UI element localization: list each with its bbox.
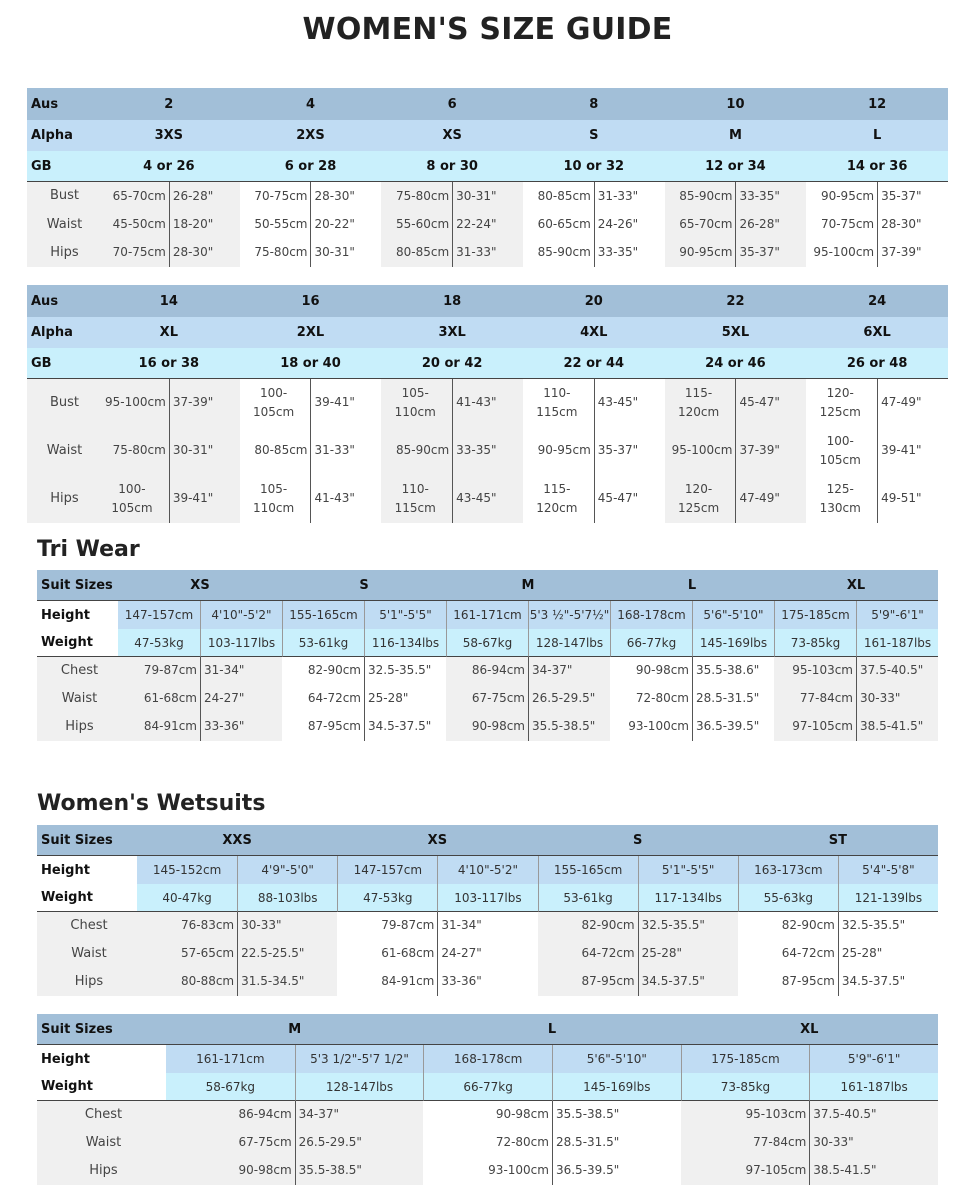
- height-value: 175-185cm: [681, 1045, 810, 1073]
- hips-value: 84-91cm: [118, 713, 200, 741]
- chest-label: Chest: [37, 1101, 166, 1129]
- waist-value: 77-84cm: [774, 685, 856, 713]
- alpha-size-3XS: 3XS: [98, 120, 240, 151]
- suit-sizes-label: Suit Sizes: [37, 1014, 166, 1045]
- hips-value: 75-80cm: [240, 239, 311, 267]
- weight-value: 47-53kg: [118, 629, 200, 657]
- bust-value: 120-125cm: [806, 379, 877, 427]
- hips-value: 90-98cm: [166, 1157, 295, 1185]
- gb-size: 16 or 38: [98, 348, 240, 379]
- suit-size-S: S: [538, 825, 738, 856]
- aus-size-4: 4: [240, 88, 382, 120]
- waist-value: 22-24": [452, 211, 523, 239]
- height-value: 175-185cm: [774, 601, 856, 629]
- alpha-size-S: S: [523, 120, 665, 151]
- hips-value: 97-105cm: [681, 1157, 810, 1185]
- chest-value: 30-33": [237, 912, 337, 940]
- chest-value: 86-94cm: [166, 1101, 295, 1129]
- waist-value: 31-33": [310, 427, 381, 475]
- weight-value: 88-103lbs: [237, 884, 337, 912]
- waist-value: 64-72cm: [538, 940, 638, 968]
- waist-value: 24-27": [437, 940, 537, 968]
- suit-size-S: S: [282, 570, 446, 601]
- chest-value: 34-37": [528, 657, 610, 685]
- alpha-size-XS: XS: [381, 120, 523, 151]
- bust-value: 110-115cm: [523, 379, 594, 427]
- chest-value: 35.5-38.5": [552, 1101, 681, 1129]
- waist-value: 28.5-31.5": [692, 685, 774, 713]
- aus-size-24: 24: [806, 285, 948, 317]
- chest-value: 82-90cm: [282, 657, 364, 685]
- waist-value: 37-39": [735, 427, 806, 475]
- bust-value: 39-41": [310, 379, 381, 427]
- waist-value: 45-50cm: [98, 211, 169, 239]
- weight-value: 40-47kg: [137, 884, 237, 912]
- gb-label: GB: [27, 348, 98, 379]
- suit-size-L: L: [423, 1014, 680, 1045]
- bust-value: 28-30": [310, 182, 381, 211]
- hips-value: 34.5-37.5": [838, 968, 938, 996]
- bust-value: 90-95cm: [806, 182, 877, 211]
- waist-value: 55-60cm: [381, 211, 452, 239]
- suit-size-XXS: XXS: [137, 825, 337, 856]
- waist-value: 50-55cm: [240, 211, 311, 239]
- height-value: 5'3 1/2"-5'7 1/2": [295, 1045, 424, 1073]
- gb-size: 18 or 40: [240, 348, 382, 379]
- chest-value: 34-37": [295, 1101, 424, 1129]
- chest-value: 82-90cm: [538, 912, 638, 940]
- hips-value: 35.5-38.5": [295, 1157, 424, 1185]
- waist-value: 72-80cm: [610, 685, 692, 713]
- suit-sizes-label: Suit Sizes: [37, 825, 137, 856]
- hips-value: 87-95cm: [738, 968, 838, 996]
- suit-size-XS: XS: [118, 570, 282, 601]
- chest-value: 32.5-35.5": [838, 912, 938, 940]
- hips-value: 33-36": [200, 713, 282, 741]
- hips-value: 80-85cm: [381, 239, 452, 267]
- waist-value: 67-75cm: [446, 685, 528, 713]
- chest-value: 37.5-40.5": [809, 1101, 938, 1129]
- bust-value: 33-35": [735, 182, 806, 211]
- aus-size-20: 20: [523, 285, 665, 317]
- chest-value: 79-87cm: [337, 912, 437, 940]
- chest-value: 95-103cm: [774, 657, 856, 685]
- hips-value: 93-100cm: [610, 713, 692, 741]
- aus-size-8: 8: [523, 88, 665, 120]
- bust-value: 47-49": [877, 379, 948, 427]
- waist-value: 61-68cm: [337, 940, 437, 968]
- hips-value: 43-45": [452, 475, 523, 523]
- alpha-size-M: M: [665, 120, 807, 151]
- waist-value: 26-28": [735, 211, 806, 239]
- weight-value: 103-117lbs: [437, 884, 537, 912]
- gb-size: 6 or 28: [240, 151, 382, 182]
- weight-value: 117-134lbs: [638, 884, 738, 912]
- tri-wear-title: Tri Wear: [37, 537, 140, 562]
- height-value: 4'10"-5'2": [437, 856, 537, 884]
- gb-size: 14 or 36: [806, 151, 948, 182]
- aus-size-10: 10: [665, 88, 807, 120]
- hips-value: 35.5-38.5": [528, 713, 610, 741]
- waist-value: 20-22": [310, 211, 381, 239]
- hips-label: Hips: [27, 475, 98, 523]
- chest-value: 82-90cm: [738, 912, 838, 940]
- suit-size-M: M: [446, 570, 610, 601]
- alpha-size-5XL: 5XL: [665, 317, 807, 348]
- hips-value: 84-91cm: [337, 968, 437, 996]
- suit-size-XL: XL: [681, 1014, 938, 1045]
- wetsuits-table-m-xl: [37, 1014, 938, 1185]
- alpha-size-L: L: [806, 120, 948, 151]
- hips-label: Hips: [27, 239, 98, 267]
- height-value: 4'9"-5'0": [237, 856, 337, 884]
- chest-value: 31-34": [200, 657, 282, 685]
- hips-value: 41-43": [310, 475, 381, 523]
- hips-value: 80-88cm: [137, 968, 237, 996]
- alpha-size-3XL: 3XL: [381, 317, 523, 348]
- hips-value: 49-51": [877, 475, 948, 523]
- waist-label: Waist: [37, 940, 137, 968]
- weight-value: 58-67kg: [166, 1073, 295, 1101]
- hips-label: Hips: [37, 713, 118, 741]
- weight-value: 145-169lbs: [552, 1073, 681, 1101]
- height-value: 168-178cm: [423, 1045, 552, 1073]
- waist-value: 75-80cm: [98, 427, 169, 475]
- size-table-aus-2-12: [27, 88, 948, 267]
- hips-label: Hips: [37, 968, 137, 996]
- weight-value: 53-61kg: [282, 629, 364, 657]
- hips-value: 45-47": [594, 475, 665, 523]
- hips-value: 35-37": [735, 239, 806, 267]
- hips-value: 33-35": [594, 239, 665, 267]
- hips-value: 34.5-37.5": [638, 968, 738, 996]
- suit-size-L: L: [610, 570, 774, 601]
- bust-value: 95-100cm: [98, 379, 169, 427]
- gb-size: 20 or 42: [381, 348, 523, 379]
- wetsuits-table-xxs-st: [37, 825, 938, 996]
- bust-value: 43-45": [594, 379, 665, 427]
- bust-value: 75-80cm: [381, 182, 452, 211]
- waist-value: 30-33": [809, 1129, 938, 1157]
- hips-value: 95-100cm: [806, 239, 877, 267]
- suit-size-XS: XS: [337, 825, 537, 856]
- chest-value: 90-98cm: [423, 1101, 552, 1129]
- waist-value: 25-28": [838, 940, 938, 968]
- hips-value: 97-105cm: [774, 713, 856, 741]
- weight-value: 73-85kg: [681, 1073, 810, 1101]
- height-value: 163-173cm: [738, 856, 838, 884]
- bust-value: 31-33": [594, 182, 665, 211]
- bust-value: 35-37": [877, 182, 948, 211]
- height-value: 5'6"-5'10": [692, 601, 774, 629]
- gb-label: GB: [27, 151, 98, 182]
- hips-value: 33-36": [437, 968, 537, 996]
- bust-value: 30-31": [452, 182, 523, 211]
- chest-value: 79-87cm: [118, 657, 200, 685]
- hips-value: 110-115cm: [381, 475, 452, 523]
- height-value: 155-165cm: [538, 856, 638, 884]
- height-value: 5'1"-5'5": [638, 856, 738, 884]
- waist-value: 61-68cm: [118, 685, 200, 713]
- waist-value: 39-41": [877, 427, 948, 475]
- waist-value: 95-100cm: [665, 427, 736, 475]
- waist-value: 28-30": [877, 211, 948, 239]
- aus-size-2: 2: [98, 88, 240, 120]
- weight-label: Weight: [37, 1073, 166, 1101]
- aus-label: Aus: [27, 88, 98, 120]
- height-label: Height: [37, 1045, 166, 1073]
- alpha-size-XL: XL: [98, 317, 240, 348]
- hips-value: 36.5-39.5": [552, 1157, 681, 1185]
- aus-size-22: 22: [665, 285, 807, 317]
- waist-value: 26.5-29.5": [295, 1129, 424, 1157]
- bust-label: Bust: [27, 182, 98, 211]
- hips-value: 37-39": [877, 239, 948, 267]
- suit-size-XL: XL: [774, 570, 938, 601]
- chest-value: 35.5-38.6": [692, 657, 774, 685]
- aus-size-16: 16: [240, 285, 382, 317]
- waist-value: 33-35": [452, 427, 523, 475]
- bust-value: 105-110cm: [381, 379, 452, 427]
- alpha-size-2XS: 2XS: [240, 120, 382, 151]
- height-value: 5'3 ½"-5'7½": [528, 601, 610, 629]
- waist-value: 80-85cm: [240, 427, 311, 475]
- weight-value: 66-77kg: [610, 629, 692, 657]
- waist-value: 67-75cm: [166, 1129, 295, 1157]
- hips-value: 31.5-34.5": [237, 968, 337, 996]
- chest-label: Chest: [37, 912, 137, 940]
- weight-value: 55-63kg: [738, 884, 838, 912]
- hips-value: 90-98cm: [446, 713, 528, 741]
- hips-value: 87-95cm: [538, 968, 638, 996]
- alpha-label: Alpha: [27, 317, 98, 348]
- bust-value: 65-70cm: [98, 182, 169, 211]
- bust-value: 37-39": [169, 379, 240, 427]
- alpha-label: Alpha: [27, 120, 98, 151]
- aus-size-14: 14: [98, 285, 240, 317]
- page-title: WOMEN'S SIZE GUIDE: [302, 12, 673, 47]
- gb-size: 4 or 26: [98, 151, 240, 182]
- waist-label: Waist: [27, 427, 98, 475]
- waist-value: 100-105cm: [806, 427, 877, 475]
- waist-value: 85-90cm: [381, 427, 452, 475]
- chest-label: Chest: [37, 657, 118, 685]
- weight-value: 145-169lbs: [692, 629, 774, 657]
- chest-value: 90-98cm: [610, 657, 692, 685]
- chest-value: 76-83cm: [137, 912, 237, 940]
- hips-value: 85-90cm: [523, 239, 594, 267]
- gb-size: 22 or 44: [523, 348, 665, 379]
- height-value: 5'6"-5'10": [552, 1045, 681, 1073]
- wetsuits-title: Women's Wetsuits: [37, 791, 266, 816]
- waist-value: 18-20": [169, 211, 240, 239]
- waist-value: 24-26": [594, 211, 665, 239]
- weight-value: 47-53kg: [337, 884, 437, 912]
- height-label: Height: [37, 601, 118, 629]
- hips-value: 39-41": [169, 475, 240, 523]
- chest-value: 95-103cm: [681, 1101, 810, 1129]
- hips-value: 115-120cm: [523, 475, 594, 523]
- hips-value: 105-110cm: [240, 475, 311, 523]
- waist-label: Waist: [27, 211, 98, 239]
- height-value: 147-157cm: [337, 856, 437, 884]
- waist-label: Waist: [37, 1129, 166, 1157]
- waist-value: 64-72cm: [282, 685, 364, 713]
- height-value: 4'10"-5'2": [200, 601, 282, 629]
- weight-value: 103-117lbs: [200, 629, 282, 657]
- waist-value: 65-70cm: [665, 211, 736, 239]
- bust-value: 45-47": [735, 379, 806, 427]
- height-value: 147-157cm: [118, 601, 200, 629]
- suit-sizes-label: Suit Sizes: [37, 570, 118, 601]
- hips-value: 47-49": [735, 475, 806, 523]
- height-value: 5'4"-5'8": [838, 856, 938, 884]
- hips-value: 36.5-39.5": [692, 713, 774, 741]
- bust-value: 70-75cm: [240, 182, 311, 211]
- size-table-aus-14-24: [27, 285, 948, 523]
- alpha-size-4XL: 4XL: [523, 317, 665, 348]
- hips-value: 30-31": [310, 239, 381, 267]
- waist-value: 22.5-25.5": [237, 940, 337, 968]
- weight-label: Weight: [37, 884, 137, 912]
- height-value: 161-171cm: [166, 1045, 295, 1073]
- chest-value: 37.5-40.5": [856, 657, 938, 685]
- weight-value: 161-187lbs: [809, 1073, 938, 1101]
- weight-value: 58-67kg: [446, 629, 528, 657]
- weight-value: 116-134lbs: [364, 629, 446, 657]
- chest-value: 31-34": [437, 912, 537, 940]
- chest-value: 86-94cm: [446, 657, 528, 685]
- hips-value: 87-95cm: [282, 713, 364, 741]
- waist-value: 28.5-31.5": [552, 1129, 681, 1157]
- bust-value: 26-28": [169, 182, 240, 211]
- bust-value: 41-43": [452, 379, 523, 427]
- tri-wear-table: [37, 570, 938, 741]
- waist-value: 64-72cm: [738, 940, 838, 968]
- bust-value: 115-120cm: [665, 379, 736, 427]
- waist-value: 90-95cm: [523, 427, 594, 475]
- waist-value: 30-31": [169, 427, 240, 475]
- waist-value: 70-75cm: [806, 211, 877, 239]
- hips-value: 93-100cm: [423, 1157, 552, 1185]
- weight-value: 73-85kg: [774, 629, 856, 657]
- height-value: 5'1"-5'5": [364, 601, 446, 629]
- weight-value: 121-139lbs: [838, 884, 938, 912]
- hips-value: 90-95cm: [665, 239, 736, 267]
- height-value: 161-171cm: [446, 601, 528, 629]
- hips-value: 38.5-41.5": [809, 1157, 938, 1185]
- height-value: 145-152cm: [137, 856, 237, 884]
- waist-value: 77-84cm: [681, 1129, 810, 1157]
- suit-size-ST: ST: [738, 825, 938, 856]
- waist-value: 35-37": [594, 427, 665, 475]
- hips-value: 34.5-37.5": [364, 713, 446, 741]
- gb-size: 12 or 34: [665, 151, 807, 182]
- waist-value: 57-65cm: [137, 940, 237, 968]
- waist-value: 72-80cm: [423, 1129, 552, 1157]
- chest-value: 32.5-35.5": [638, 912, 738, 940]
- hips-value: 120-125cm: [665, 475, 736, 523]
- height-value: 155-165cm: [282, 601, 364, 629]
- aus-size-6: 6: [381, 88, 523, 120]
- weight-value: 53-61kg: [538, 884, 638, 912]
- bust-value: 80-85cm: [523, 182, 594, 211]
- alpha-size-6XL: 6XL: [806, 317, 948, 348]
- alpha-size-2XL: 2XL: [240, 317, 382, 348]
- weight-value: 128-147lbs: [528, 629, 610, 657]
- hips-label: Hips: [37, 1157, 166, 1185]
- aus-size-18: 18: [381, 285, 523, 317]
- hips-value: 100-105cm: [98, 475, 169, 523]
- hips-value: 125-130cm: [806, 475, 877, 523]
- gb-size: 8 or 30: [381, 151, 523, 182]
- waist-value: 25-28": [638, 940, 738, 968]
- chest-value: 32.5-35.5": [364, 657, 446, 685]
- waist-label: Waist: [37, 685, 118, 713]
- bust-value: 100-105cm: [240, 379, 311, 427]
- hips-value: 38.5-41.5": [856, 713, 938, 741]
- waist-value: 60-65cm: [523, 211, 594, 239]
- height-label: Height: [37, 856, 137, 884]
- waist-value: 30-33": [856, 685, 938, 713]
- gb-size: 26 or 48: [806, 348, 948, 379]
- height-value: 5'9"-6'1": [856, 601, 938, 629]
- hips-value: 31-33": [452, 239, 523, 267]
- waist-value: 26.5-29.5": [528, 685, 610, 713]
- weight-value: 161-187lbs: [856, 629, 938, 657]
- waist-value: 24-27": [200, 685, 282, 713]
- suit-size-M: M: [166, 1014, 423, 1045]
- gb-size: 10 or 32: [523, 151, 665, 182]
- weight-value: 66-77kg: [423, 1073, 552, 1101]
- bust-label: Bust: [27, 379, 98, 427]
- weight-label: Weight: [37, 629, 118, 657]
- aus-size-12: 12: [806, 88, 948, 120]
- gb-size: 24 or 46: [665, 348, 807, 379]
- aus-label: Aus: [27, 285, 98, 317]
- bust-value: 85-90cm: [665, 182, 736, 211]
- height-value: 5'9"-6'1": [809, 1045, 938, 1073]
- hips-value: 70-75cm: [98, 239, 169, 267]
- hips-value: 28-30": [169, 239, 240, 267]
- height-value: 168-178cm: [610, 601, 692, 629]
- waist-value: 25-28": [364, 685, 446, 713]
- weight-value: 128-147lbs: [295, 1073, 424, 1101]
